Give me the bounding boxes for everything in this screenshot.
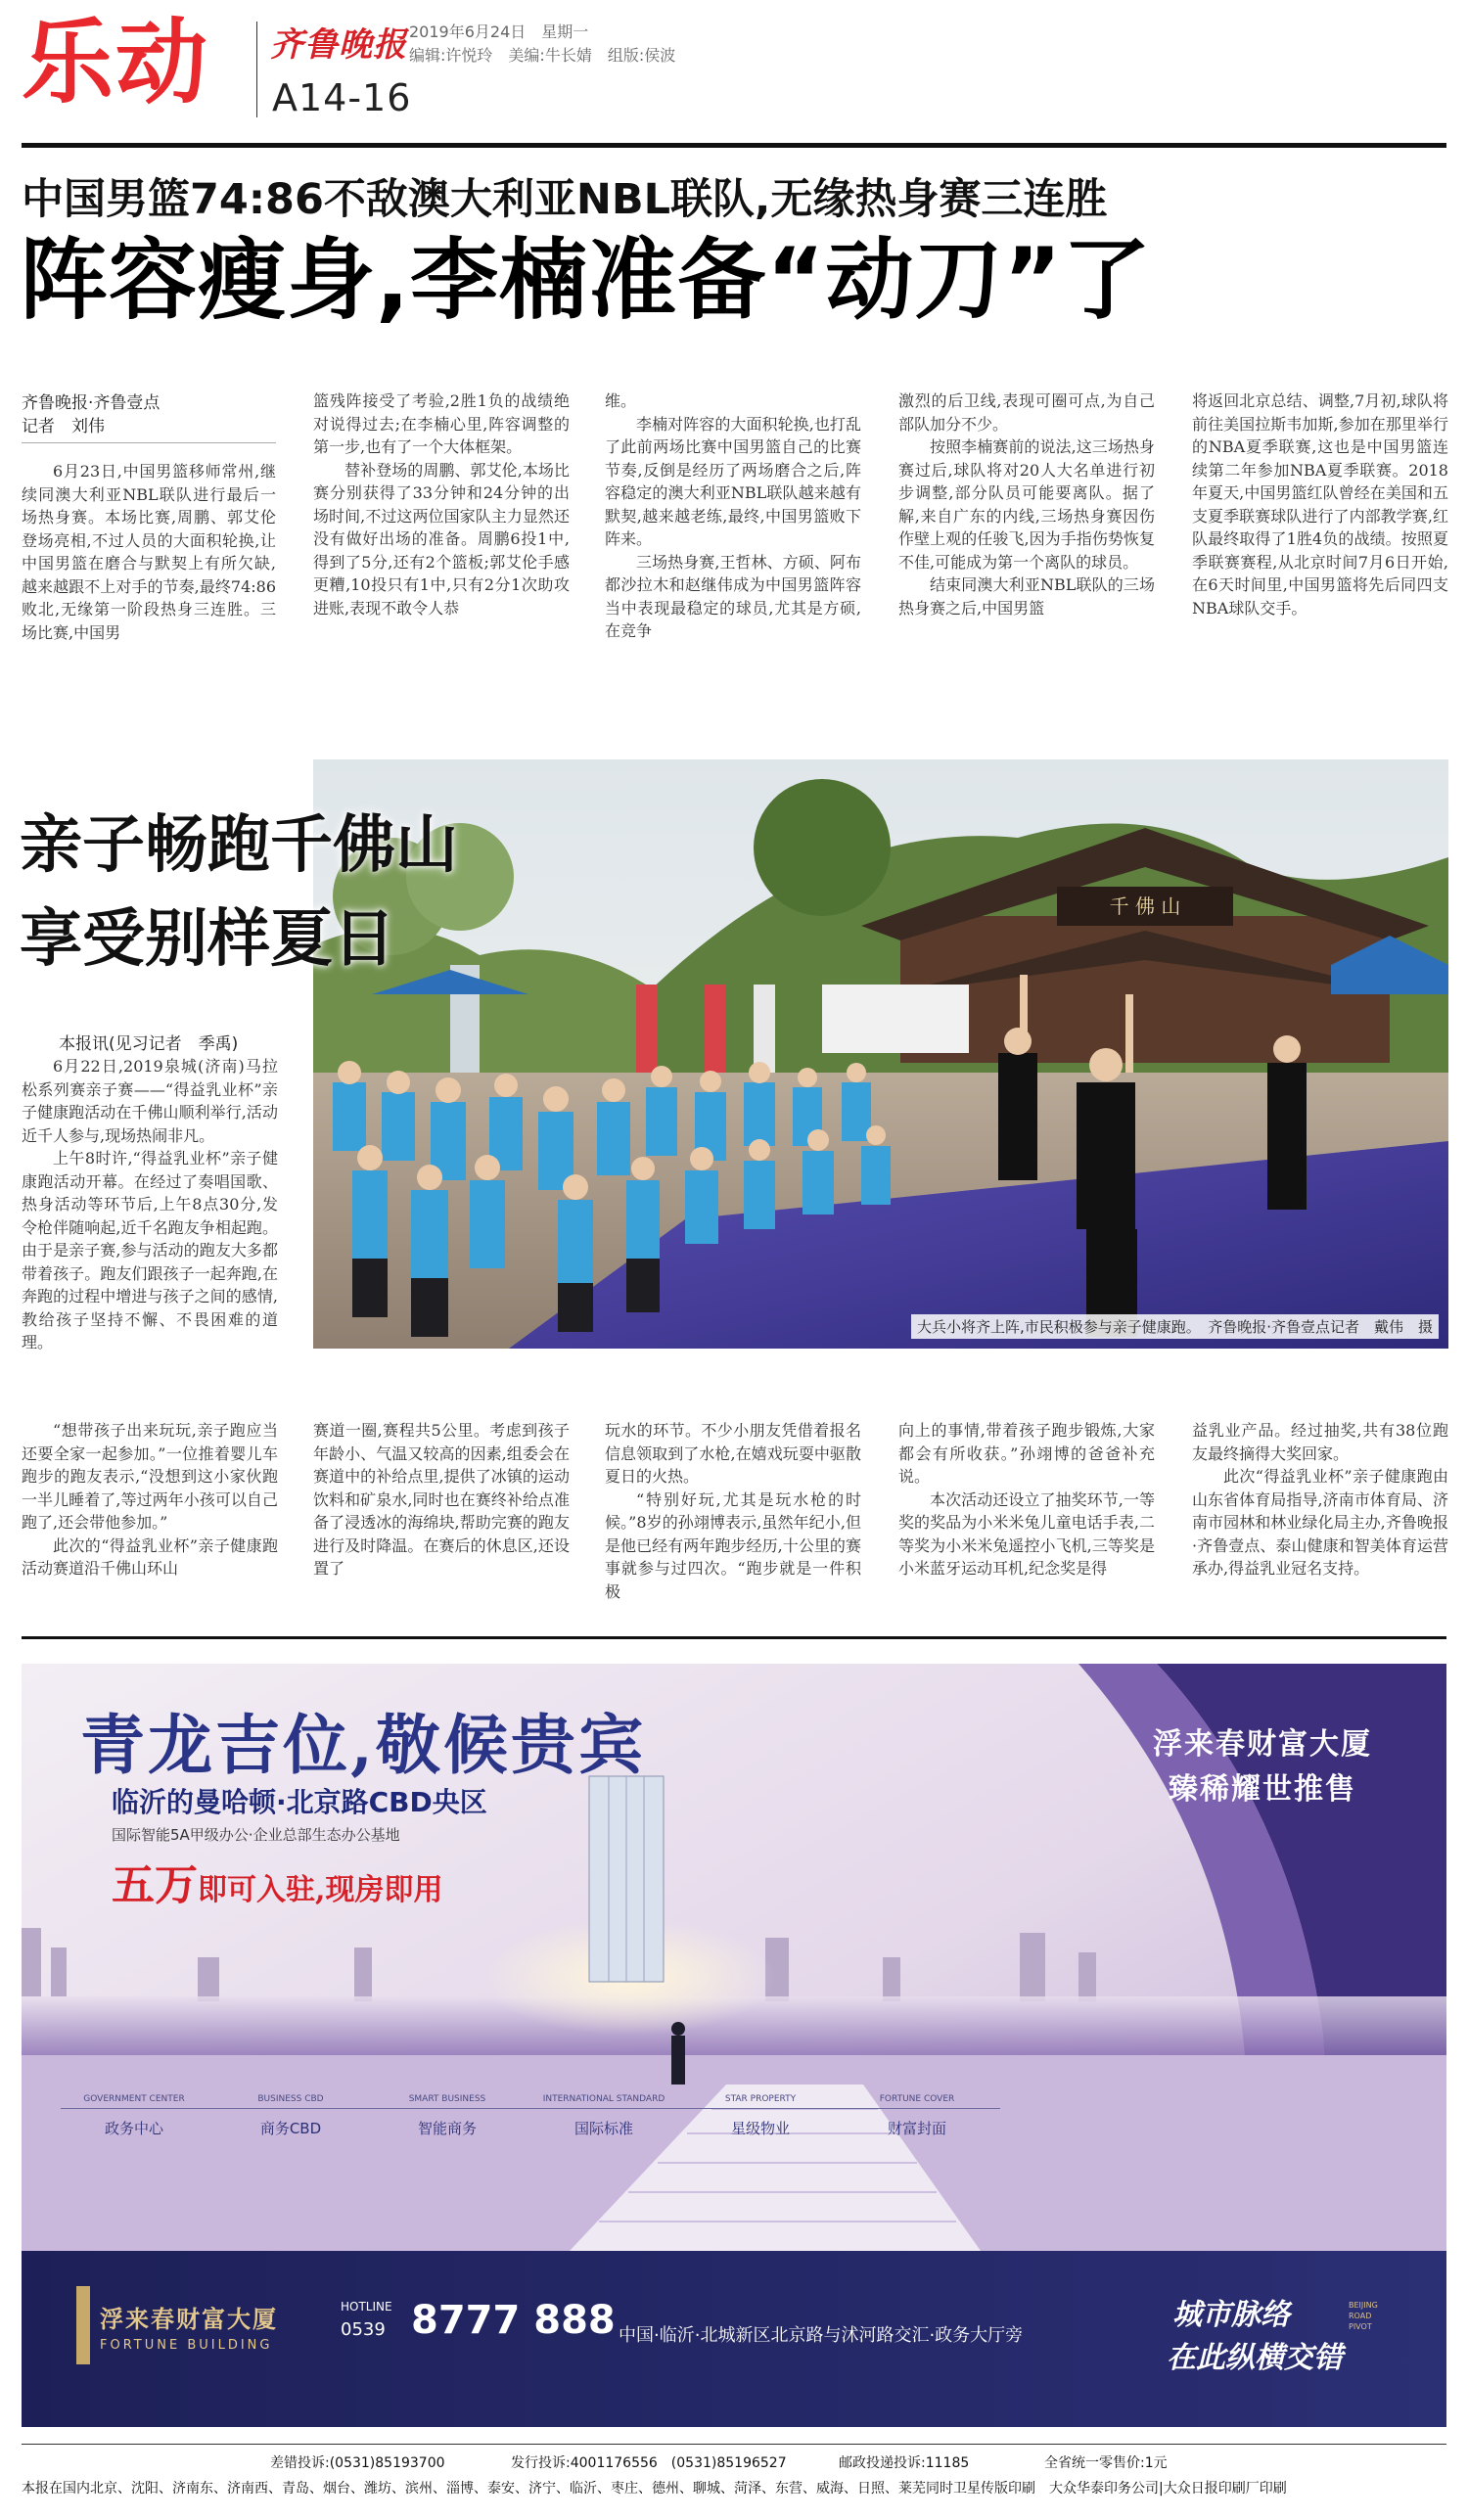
story2-column-2: 赛道一圈,赛程共5公里。考虑到孩子年龄小、气温又较高的因素,组委会在赛道中的补给点里,提供了冰镇的运动饮料和矿泉水,同时也在赛终补给点准备了浸透冰的海绵块,帮助完赛的跑友进行及时降温。在赛后的休息区,还设置了 [313,1421,570,1578]
ad-title: 青龙吉位,敬候贵宾 [80,1707,646,1783]
race-crowd-photo [313,759,1448,1349]
story2-headline-2: 享受别样夏日 [20,903,395,976]
story1-byline: 齐鲁晚报·齐鲁壹点 记者 刘伟 [22,393,161,436]
story2-column-5: 益乳业产品。经过抽奖,共有38位跑友最终摘得大奖回家。 此次“得益乳业杯”亲子健康跑由山东省体育局指导,济南市体育局、济南市园林和林业绿化局主办,齐鲁晚报·齐鲁壹点、泰山健康和智美体育运营承办,得益乳业冠名支持。 [1192,1421,1448,1578]
ad-feature: BUSINESS CBD 商务CBD [257,2094,324,2137]
story1-column-5: 将返回北京总结、调整,7月初,球队将前往美国拉斯韦加斯,参加在那里举行的NBA夏季联赛,这也是中国男篮连续第二年参加NBA夏季联赛。2018年夏天,中国男篮红队曾经在美国和五支夏季联赛球队进行了内部教学赛,红队最终取得了1胜4负的战绩。按照夏季联赛赛程,从北京时间7月6日开始,在6天时间里,中国男篮将先后同四支NBA球队交手。 [1192,391,1448,618]
masthead [0,0,1468,147]
story2-byline: 本报讯(见习记者 季禹) [59,1034,239,1054]
temple-sign: 千 佛 山 [1109,894,1181,918]
ad-feature: GOVERNMENT CENTER 政务中心 [83,2094,185,2137]
story2-photo [313,759,1448,1349]
ad-feature: FORTUNE COVER 财富封面 [879,2094,955,2137]
ad-tagline: 国际智能5A甲级办公·企业总部生态办公基地 [112,1826,400,1844]
story2-headline-1: 亲子畅跑千佛山 [20,809,458,882]
story2-column-1: “想带孩子出来玩玩,亲子跑应当还要全家一起参加。”一位推着婴儿车跑步的跑友表示,“没想到这小家伙跑一半儿睡着了,等过两年小孩可以自己跑了,还会带他参加。” 此次的“得益乳业杯”亲子健康跑活动赛道沿千佛山环山 [22,1421,278,1578]
ad-feature: STAR PROPERTY 星级物业 [724,2094,797,2137]
story1-column-4: 激烈的后卫线,表现可圈可点,为自己部队加分不少。 按照李楠赛前的说法,这三场热身赛过后,球队将对20人大名单进行初步调整,部分队员可能要离队。据了解,来自广东的内线,三场热身赛因伤作壁上观的任骏飞,因为手指伤势恢复不佳,可能成为第一个离队的球员。 结束同澳大利亚NBL联队的三场热身赛之后,中国男篮 [898,391,1155,618]
story2-column-4: 向上的事情,带着孩子跑步锻炼,大家都会有所收获。”孙翊博的爸爸补充说。 本次活动还设立了抽奖环节,一等奖的奖品为小米米兔儿童电话手表,二等奖为小米米兔遥控小飞机,三等奖是小米蓝牙运动耳机,纪念奖是得 [898,1421,1155,1578]
photo-caption: 大兵小将齐上阵,市民积极参与亲子健康跑。 齐鲁晚报·齐鲁壹点记者 戴伟 摄 [911,1314,1439,1339]
story1-column-1: 6月23日,中国男篮移师常州,继续同澳大利亚NBL联队进行最后一场热身赛。本场比赛,周鹏、郭艾伦登场亮相,不过人员的大面积轮换,让中国男篮在磨合与默契上有所欠缺,越来越跟不上对手的节奏,最终74:86败北,无缘第一阶段热身三连胜。三场比赛,中国男 [22,462,276,642]
ad-address: 中国·临沂·北城新区北京路与沭河路交汇·政务大厅旁 [619,2325,1024,2346]
ad-brand-logo [76,2286,90,2364]
staff-credits: 编辑:许悦玲 美编:牛长婧 组版:侯波 [409,46,676,65]
issue-date: 2019年6月24日 星期一 [409,23,589,41]
ad-slogan-en: BEIJING ROAD PIVOT [1349,2301,1378,2331]
ad-features [61,2094,1039,2143]
ad-promo: 五万即可入驻,现房即用 [112,1860,443,1910]
paper-logo: 齐鲁晚报 [270,25,407,65]
story1-column-3: 维。 李楠对阵容的大面积轮换,也打乱了此前两场比赛中国男篮自己的比赛节奏,反倒是经历了两场磨合之后,阵容稳定的澳大利亚NBL联队越来越有默契,越来越老练,最终,中国男篮败下阵来。 三场热身赛,王哲林、方硕、阿布都沙拉木和赵继伟成为中国男篮阵容当中表现最稳定的球员,尤其是方硕,在竞争 [605,391,861,640]
story2-column-3: 玩水的环节。不少小朋友凭借着报名信息领取到了水枪,在嬉戏玩耍中驱散夏日的火热。 “特别好玩,尤其是玩水枪的时候。”8岁的孙翊博表示,虽然年纪小,但是他已经有两年跑步经历,十公里的赛事就参与过四次。“跑步就是一件积极 [605,1421,861,1601]
page-range: A14-16 [272,76,412,119]
story2-lead-column: 6月22日,2019泉城(济南)马拉松系列赛亲子赛——“得益乳业杯”亲子健康跑活动在千佛山顺利举行,活动近千人参与,现场热闹非凡。 上午8时许,“得益乳业杯”亲子健康跑活动开幕。在经过了奏唱国歌、热身活动等环节后,上午8点30分,发令枪伴随响起,近千名跑友争相起跑。由于是亲子赛,参与活动的跑友大多都带着孩子。跑友们跟孩子一起奔跑,在奔跑的过程中增进与孩子之间的感情,教给孩子坚持不懈、不畏困难的道理。 [22,1057,278,1352]
ad-brand: 浮来春财富大厦 FORTUNE BUILDING [100,2306,278,2353]
section-title: 乐动 [22,10,210,116]
ad-slogan: 城市脉络 在此纵横交错 [1167,2298,1343,2375]
footer-printing: 本报在国内北京、沈阳、济南东、济南西、青岛、烟台、潍坊、滨州、淄博、泰安、济宁、临沂、枣庄、德州、聊城、菏泽、东营、威海、日照、莱芜同时卫星传版印刷 大众华泰印务公司|大众日报印刷厂印刷 [22,2481,1287,2497]
ad-feature: INTERNATIONAL STANDARD 国际标准 [542,2094,665,2137]
story1-kicker: 中国男篮74:86不敌澳大利亚NBL联队,无缘热身赛三连胜 [22,175,1108,224]
ad-subtitle: 临沂的曼哈顿·北京路CBD央区 [112,1786,487,1818]
story1-headline: 阵容瘦身,李楠准备“动刀”了 [20,229,1152,332]
ad-right-heading: 浮来春财富大厦 臻稀耀世推售 [1153,1727,1372,1807]
ad-feature: SMART BUSINESS 智能商务 [408,2094,486,2137]
story1-column-2: 篮残阵接受了考验,2胜1负的战绩绝对说得过去;在李楠心里,阵容调整的第一步,也有了一个大体框架。 替补登场的周鹏、郭艾伦,本场比赛分别获得了33分钟和24分钟的出场时间,不过这两位国家队主力显然还没有做好出场的准备。周鹏6投1中,得到了5分,还有2个篮板;郭艾伦手感更糟,10投只有1中,只有2分1次助攻进账,表现不敢令人恭 [313,391,570,618]
real-estate-ad: 青龙吉位,敬候贵宾 临沂的曼哈顿·北京路CBD央区 国际智能5A甲级办公·企业总部生态办公基地 五万即可入驻,现房即用 浮来春财富大厦 臻稀耀世推售 GOVERNMENT CENTER 政务中心 BUSINESS CBD 商务CBD SMART BUSINESS 智能商务 INTERNATIONAL STANDARD 国际标准 STAR PROPERTY 星级物业 FORTUNE COVER 财富封面 浮来春财富大厦 FORTUNE BUILDING HOTLINE 0539 8777 888 中国·临沂·北城新区北京路与沭河路交汇·政务大厅旁 城市脉络 在此纵横交错 BEIJING ROAD PIVOT [22,1664,1446,2427]
